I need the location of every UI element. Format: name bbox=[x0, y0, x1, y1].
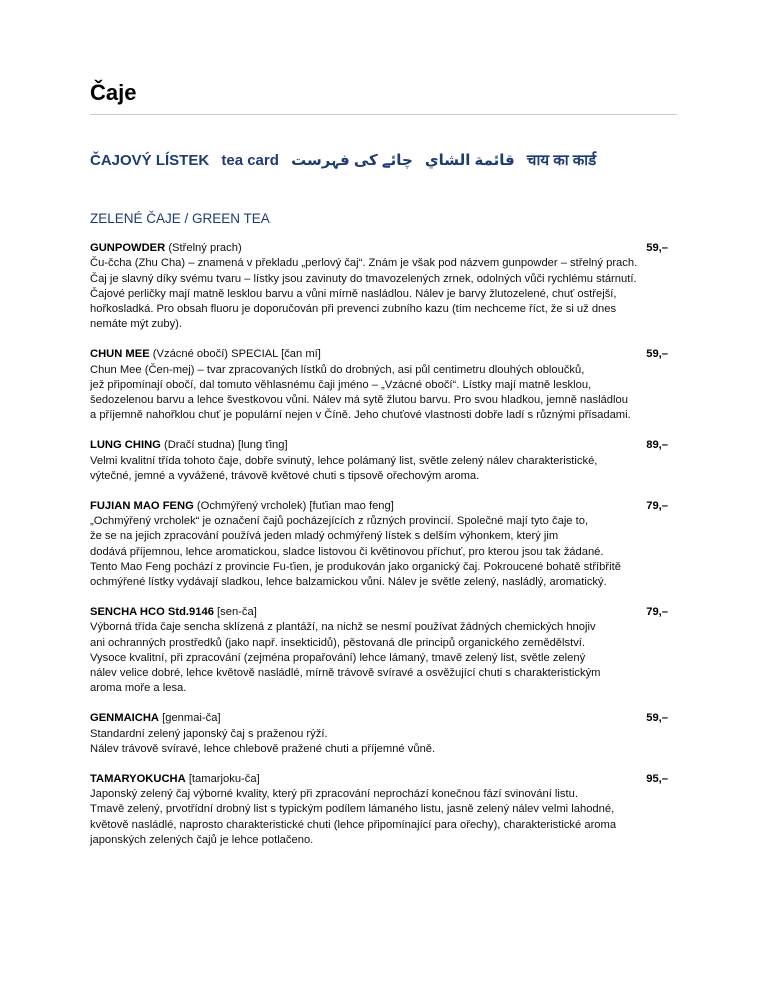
tea-note: (Ochmýřený vrcholek) [fuťian mao feng] bbox=[196, 499, 394, 512]
tea-description-line: Čajové perličky mají matně lesklou barvu a vůni mírně nasládlou. Nálev je barvy žlutozelené, chuť ostřejší, bbox=[90, 287, 617, 300]
tea-description-line: Tmavě zelený, prvotřídní drobný list s typickým podílem lámaného listu, jasně zelený nálev velmi lahodné, bbox=[90, 803, 615, 816]
tea-description bbox=[90, 363, 668, 424]
tea-item-header bbox=[90, 347, 668, 362]
tea-description-line: nemáte mýt zuby). bbox=[90, 318, 183, 331]
tea-name: GENMAICHA bbox=[90, 712, 159, 725]
tea-item bbox=[90, 711, 668, 757]
subtitle-arabic: قائمة الشاي bbox=[424, 152, 515, 169]
tea-description-line: květově nasládlé, naprosto charakteristické chuti (lehce připomínající para ořechy), charakteristické aroma bbox=[90, 818, 617, 831]
tea-description bbox=[90, 514, 668, 590]
tea-description-line: nálev velice dobré, lehce květově nasládlé, mírně trávově svíravé a osvěžující chuti s charakteristickým bbox=[90, 667, 601, 680]
tea-item-title bbox=[90, 347, 321, 362]
tea-price: 59,– bbox=[646, 712, 668, 725]
subtitle-czech: ČAJOVÝ LÍSTEK bbox=[90, 152, 210, 169]
tea-note: (Vzácné obočí) SPECIAL [čan mí] bbox=[152, 348, 321, 361]
tea-item-title bbox=[90, 605, 257, 620]
tea-item-title bbox=[90, 499, 394, 514]
tea-note: [genmai-ča] bbox=[162, 712, 221, 725]
tea-price: 59,– bbox=[646, 348, 668, 361]
tea-item-header bbox=[90, 241, 668, 256]
tea-description-line: Japonský zelený čaj výborné kvality, který při zpracování neprochází konečnou fází svinování listu. bbox=[90, 787, 578, 800]
tea-item-header bbox=[90, 772, 668, 787]
tea-description-line: Čaj je slavný díky svému tvaru – lístky jsou zavinuty do tmavozelených zrnek, odolných vůči rychlému stárnutí. bbox=[90, 272, 637, 285]
tea-description bbox=[90, 787, 668, 848]
subtitle-english: tea card bbox=[221, 152, 279, 169]
tea-item-title bbox=[90, 711, 221, 726]
tea-item bbox=[90, 605, 668, 697]
page-title: Čaje bbox=[90, 80, 137, 105]
subtitle-hindi: चाय का कार्ड bbox=[526, 152, 597, 169]
tea-description-line: Standardní zelený japonský čaj s praženou rýží. bbox=[90, 727, 328, 740]
tea-name: TAMARYOKUCHA bbox=[90, 772, 186, 785]
tea-list bbox=[90, 241, 668, 863]
tea-item-header bbox=[90, 438, 668, 453]
tea-item bbox=[90, 499, 668, 591]
tea-price: 89,– bbox=[646, 439, 668, 452]
tea-description-line: šedozelenou barvu a lehce švestkovou vůni. Nálev má sytě žlutou barvu. Pro svou hladkou, jemně nasládlou bbox=[90, 394, 628, 407]
tea-description-line: dodává příjemnou, lehce aromatickou, sladce listovou či květinovou příchuť, pro kterou jsou tak žádané. bbox=[90, 545, 604, 558]
tea-description bbox=[90, 454, 668, 485]
tea-description-line: Velmi kvalitní třída tohoto čaje, dobře svinutý, lehce polámaný list, světle zelený nálev charakteristické, bbox=[90, 454, 598, 467]
tea-item bbox=[90, 438, 668, 484]
tea-description-line: aroma moře a lesa. bbox=[90, 682, 187, 695]
tea-card-subtitle bbox=[90, 150, 690, 170]
tea-item bbox=[90, 772, 668, 848]
tea-name: CHUN MEE bbox=[90, 348, 150, 361]
tea-description-line: jež připomínají obočí, dal tomuto věhlasnému čaji jméno – „Vzácné obočí“. Lístky mají matně lesklou, bbox=[90, 378, 592, 391]
tea-item-title bbox=[90, 772, 260, 787]
tea-description-line: Tento Mao Feng pochází z provincie Fu-ťien, je produkován jako organický čaj. Pokroucené bohatě stříbřitě bbox=[90, 560, 621, 573]
tea-price: 59,– bbox=[646, 242, 668, 254]
section-heading-green-tea: ZELENÉ ČAJE / GREEN TEA bbox=[90, 211, 270, 226]
tea-description-line: Vysoce kvalitní, při zpracování (zejména propařování) lehce lámaný, tmavě zelený list, světle zelený bbox=[90, 651, 586, 664]
tea-description-line: hořkosladká. Pro obsah fluoru je doporučován při prevenci zubního kazu (tím nechceme říct, že si už dnes bbox=[90, 303, 617, 316]
tea-item bbox=[90, 241, 668, 333]
tea-price: 79,– bbox=[646, 499, 668, 512]
tea-description-line: a příjemně nahořklou chuť je populární nejen v Číně. Jeho chuťové vlastnosti dobře ladí s různými přísadami. bbox=[90, 409, 631, 422]
tea-description-line: ochmýřené lístky vydávají sladkou, lehce balzamickou vůni. Nálev je světle zelený, nasládlý, aromatický. bbox=[90, 576, 607, 589]
tea-item bbox=[90, 347, 668, 423]
tea-name: SENCHA HCO Std.9146 bbox=[90, 605, 214, 618]
tea-description-line: že se na jejich zpracování používá jeden mladý ochmýřený lístek s delším výhonkem, který jim bbox=[90, 530, 559, 543]
tea-item-title bbox=[90, 438, 288, 453]
subtitle-urdu: چائے کی فہرست bbox=[291, 152, 413, 169]
tea-name: GUNPOWDER bbox=[90, 242, 166, 254]
tea-item-title bbox=[90, 241, 242, 256]
tea-name: FUJIAN MAO FENG bbox=[90, 499, 194, 512]
tea-description bbox=[90, 727, 668, 758]
tea-item-header bbox=[90, 711, 668, 726]
tea-description-line: Chun Mee (Čen-mej) – tvar zpracovaných lístků do drobných, asi půl centimetru dlouhých obloučků, bbox=[90, 363, 585, 376]
tea-description-line: Výborná třída čaje sencha sklízená z plantáží, na nichž se nesmí používat žádných chemických hnojiv bbox=[90, 621, 596, 634]
tea-name: LUNG CHING bbox=[90, 439, 161, 452]
tea-description bbox=[90, 620, 668, 696]
tea-price: 95,– bbox=[646, 772, 668, 785]
tea-note: (Střelný prach) bbox=[168, 242, 242, 254]
tea-description-line: Nálev trávově svíravé, lehce chlebově pražené chuti a příjemné vůně. bbox=[90, 742, 436, 755]
tea-note: (Dračí studna) [lung ťing] bbox=[163, 439, 288, 452]
tea-note: [tamarjoku-ča] bbox=[188, 772, 260, 785]
tea-description-line: ani ochranných prostředků (jako např. insekticidů), pěstovaná dle principů organického zemědělství. bbox=[90, 636, 586, 649]
title-divider bbox=[90, 114, 677, 115]
tea-note: [sen-ča] bbox=[217, 605, 257, 618]
tea-item-header bbox=[90, 499, 668, 514]
tea-description-line: výtečné, jemné a vyvážené, trávově květové chuti s tipsově ořechovým aroma. bbox=[90, 469, 480, 482]
tea-price: 79,– bbox=[646, 605, 668, 618]
tea-description-line: Ču-čcha (Zhu Cha) – znamená v překladu „perlový čaj“. Znám je však pod názvem gunpowder – střelný prach. bbox=[90, 257, 638, 270]
tea-description-line: japonských zelených čajů je lehce potlačeno. bbox=[90, 833, 314, 846]
tea-item-header bbox=[90, 605, 668, 620]
tea-description-line: „Ochmýřený vrcholek“ je označení čajů pocházejících z různých provincií. Společné mají tyto čaje to, bbox=[90, 514, 589, 527]
tea-description bbox=[90, 256, 668, 332]
